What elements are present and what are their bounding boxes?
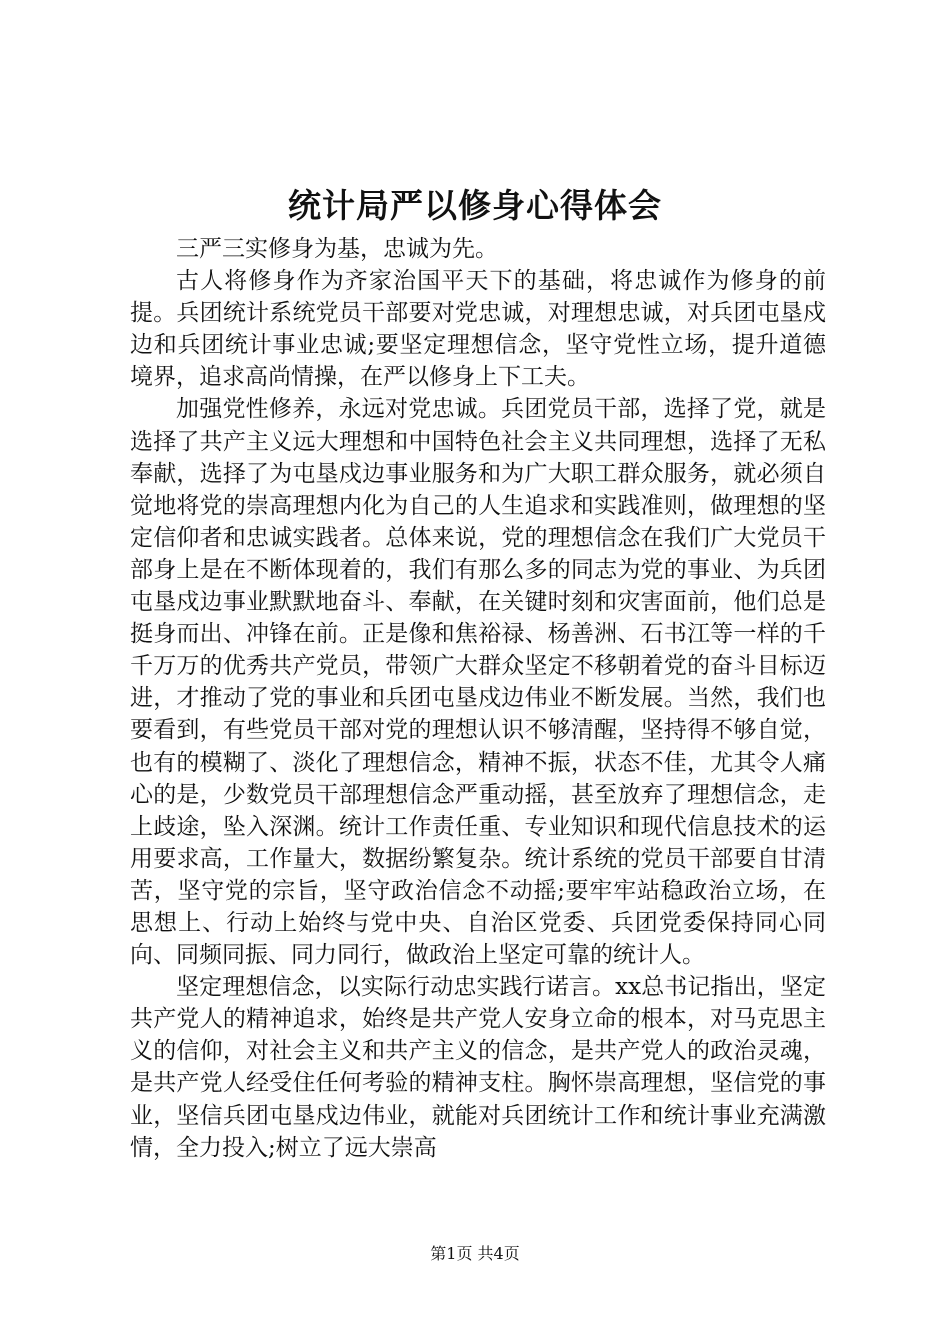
paragraph: 加强党性修养，永远对党忠诚。兵团党员干部，选择了党，就是选择了共产主义远大理想和中国特色社会主义共同理想，选择了无私奉献，选择了为屯垦戍边事业服务和为广大职工群众服务，就必须自觉地将党的崇高理想内化为自己的人生追求和实践准则，做理想的坚定信仰者和忠诚实践者。总体来说，党的理想信念在我们广大党员干部身上是在不断体现着的，我们有那么多的同志为党的事业、为兵团屯垦戍边事业默默地奋斗、奉献，在关键时刻和灾害面前，他们总是挺身而出、冲锋在前。正是像和焦裕禄、杨善洲、石书江等一样的千千万万的优秀共产党员，带领广大群众坚定不移朝着党的奋斗目标迈进，才推动了党的事业和兵团屯垦戍边伟业不断发展。当然，我们也要看到，有些党员干部对党的理想认识不够清醒，坚持得不够自觉，也有的模糊了、淡化了理想信念，精神不振，状态不佳，尤其令人痛心的是，少数党员干部理想信念严重动摇，甚至放弃了理想信念，走上歧途，坠入深渊。统计工作责任重、专业知识和现代信息技术的运用要求高，工作量大，数据纷繁复杂。统计系统的党员干部要自甘清苦，坚守党的宗旨，坚守政治信念不动摇;要牢牢站稳政治立场，在思想上、行动上始终与党中央、自治区党委、兵团党委保持同心同向、同频同振、同力同行，做政治上坚定可靠的统计人。 — [130, 396, 826, 969]
paragraph: 三严三实修身为基，忠诚为先。 — [176, 236, 498, 262]
document-title: 统计局严以修身心得体会 — [288, 186, 662, 225]
paragraph: 坚定理想信念，以实际行动忠实践行诺言。xx总书记指出，坚定共产党人的精神追求，始终是共产党人安身立命的根本，对马克思主义的信仰，对社会主义和共产主义的信念，是共产党人的政治灵魂，是共产党人经受住任何考验的精神支柱。胸怀崇高理想，坚信党的事业，坚信兵团屯垦戍边伟业，就能对兵团统计工作和统计事业充满激情，全力投入;树立了远大崇高 — [130, 974, 826, 1161]
page-number: 第1页 共4页 — [430, 1244, 520, 1263]
document-body — [130, 233, 826, 1164]
page-footer — [0, 1243, 950, 1265]
paragraph: 古人将修身作为齐家治国平天下的基础，将忠诚作为修身的前提。兵团统计系统党员干部要对党忠诚，对理想忠诚，对兵团屯垦戍边和兵团统计事业忠诚;要坚定理想信念，坚守党性立场，提升道德境界，追求高尚情操，在严以修身上下工夫。 — [130, 268, 826, 391]
